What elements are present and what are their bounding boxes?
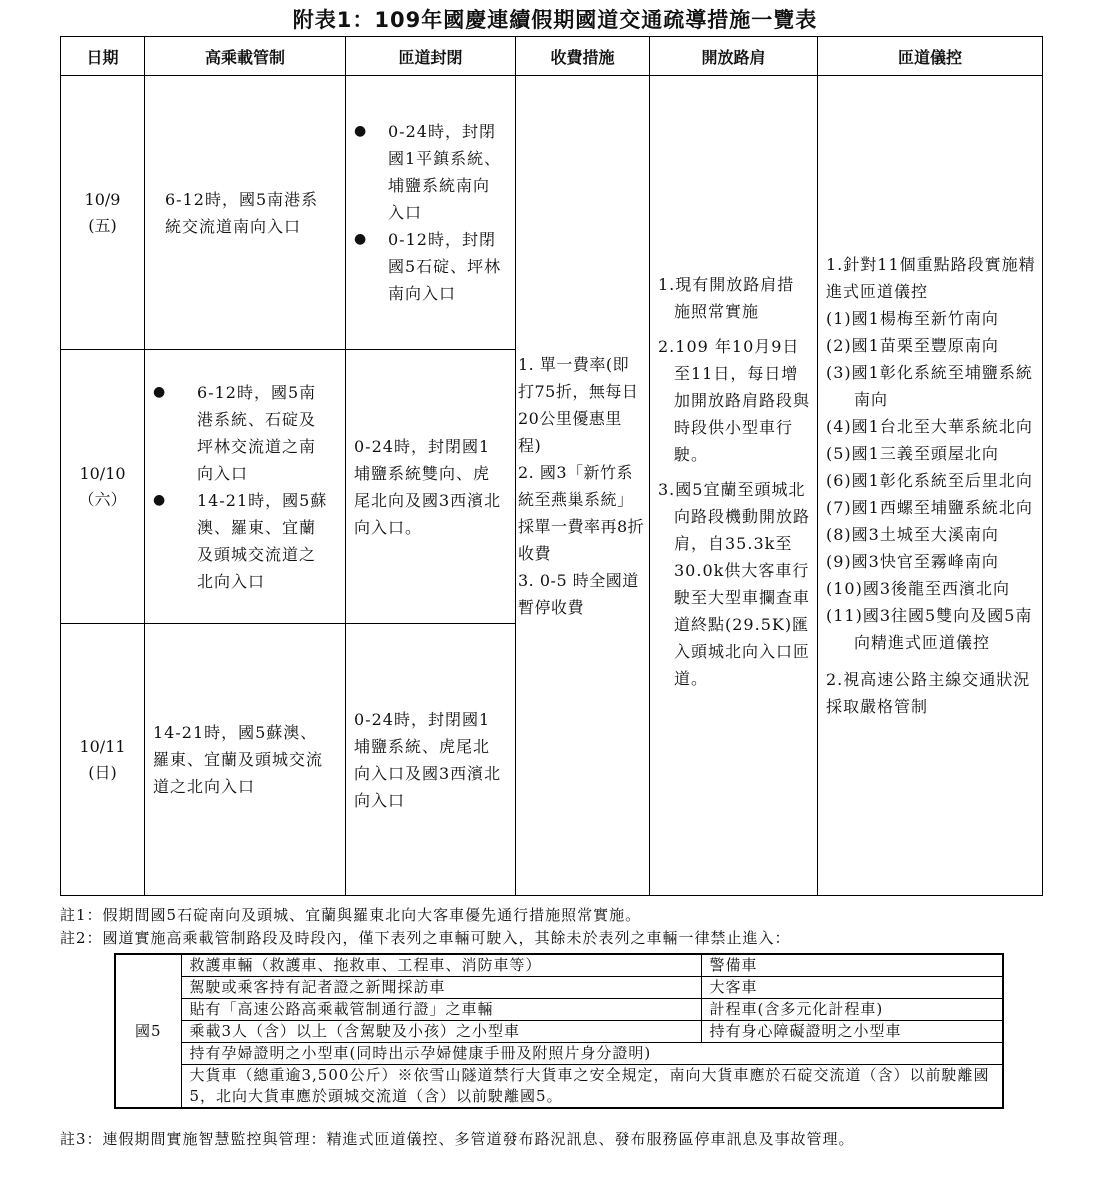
list-item: (2)國1苗栗至豐原南向 <box>826 336 999 355</box>
note-2: 註2：國道實施高乘載管制路段及時段內，僅下表列之車輛可駛入，其餘未於表列之車輛一律禁止進入： <box>60 929 791 947</box>
exempt-vehicle-table <box>114 953 1004 1109</box>
header-metering: 匝道儀控 <box>818 37 1043 76</box>
list-item: (6)國1彰化系統至后里北向 <box>826 471 1033 490</box>
list-item: (7)國1西螺至埔鹽系統北向 <box>826 498 1033 517</box>
list-item: (9)國3快官至霧峰南向 <box>826 552 999 571</box>
list-item: 2.109 年10月9日至11日，每日增加開放路肩路段與時段供小型車行駛。 <box>658 337 811 464</box>
table-row: 乘載3人（含）以上（含駕駛及小孩）之小型車 持有身心障礙證明之小型車 <box>115 1021 1003 1043</box>
table-row: 大貨車（總重逾3,500公斤）※依雪山隧道禁行大貨車之安全規定，南向大貨車應於石碇交流道（含）以前駛離國5，北向大貨車應於頭城交流道（含）以前駛離國5。 <box>115 1065 1003 1109</box>
table-row: 持有孕婦證明之小型車(同時出示孕婦健康手冊及附照片身分證明) <box>115 1043 1003 1065</box>
table-row <box>61 76 1043 350</box>
list-item: (4)國1台北至大華系統北向 <box>826 417 1033 436</box>
list-item: 3.國5宜蘭至頭城北向路段機動開放路肩，自35.3k至30.0k供大客車行駛至大型車攔查車道終點(29.5K)匯入頭城北向入口匝道。 <box>658 480 811 688</box>
date-cell: 10/9 (五) <box>61 76 145 350</box>
metering-cell: 1.針對11個重點路段實施精進式匝道儀控 (1)國1楊梅至新竹南向 (2)國1苗栗至豐原南向 (3)國1彰化系統至埔鹽系統南向 (4)國1台北至大華系統北向 (5)國1三義至頭屋北向 (6)國1彰化系統至后里北向 (7)國1西螺至埔鹽系統北向 (8)國3土城至大溪南向 (9)國3快官至霧峰南向 (10)國3後龍至西濱北向 (11)國3往國5雙向及國5南向精進式匝道儀控 2.視高速公路主線交通狀況採取嚴格管制 <box>818 76 1043 896</box>
table-row: 貼有「高速公路高乘載管制通行證」之車輛 計程車(含多元化計程車) <box>115 999 1003 1021</box>
date-cell: 10/11 (日) <box>61 624 145 896</box>
note-3: 註3：連假期間實施智慧監控與管理：精進式匝道儀控、多管道發布路況訊息、發布服務區停車訊息及事故管理。 <box>60 1130 855 1148</box>
header-toll: 收費措施 <box>516 37 650 76</box>
header-row <box>61 37 1043 76</box>
table-row: 駕駛或乘客持有記者證之新聞採訪車 大客車 <box>115 977 1003 999</box>
list-item: ● 0-12時，封閉國5石碇、坪林南向入口 <box>346 226 503 307</box>
list-item: (3)國1彰化系統至埔鹽系統南向 <box>826 363 1033 409</box>
header-hov: 高乘載管制 <box>145 37 346 76</box>
date-cell: 10/10 （六） <box>61 350 145 624</box>
header-shoulder: 開放路肩 <box>650 37 818 76</box>
list-item: (8)國3土城至大溪南向 <box>826 525 999 544</box>
hov-cell: 6-12時，國5南港系統交流道南向入口 <box>145 76 346 350</box>
list-item: (10)國3後龍至西濱北向 <box>826 579 1011 598</box>
list-item: ● 6-12時，國5南港系統、石碇及坪林交流道之南向入口 <box>145 379 331 487</box>
list-item: (11)國3往國5雙向及國5南向精進式匝道儀控 <box>826 606 1033 652</box>
hov-cell: 14-21時，國5蘇澳、羅東、宜蘭及頭城交流道之北向入口 <box>145 624 346 896</box>
list-item: (5)國1三義至頭屋北向 <box>826 444 999 463</box>
hov-cell <box>145 350 346 624</box>
toll-cell: 1. 單一費率(即打75折，無每日20公里優惠里程) 2. 國3「新竹系統至燕巢系統」採單一費率再8折收費 3. 0-5 時全國道暫停收費 <box>516 76 650 896</box>
measures-table <box>60 36 1043 896</box>
list-item: 1.現有開放路肩措施照常實施 <box>658 275 795 321</box>
header-date: 日期 <box>61 37 145 76</box>
ramp-closure-cell <box>346 76 516 350</box>
page-title: 附表1：109年國慶連續假期國道交通疏導措施一覽表 <box>292 8 818 32</box>
list-item: (1)國1楊梅至新竹南向 <box>826 309 999 328</box>
header-ramp-closure: 匝道封閉 <box>346 37 516 76</box>
ramp-closure-cell: 0-24時，封閉國1埔鹽系統、虎尾北向入口及國3西濱北向入口 <box>346 624 516 896</box>
list-item: ● 14-21時，國5蘇澳、羅東、宜蘭及頭城交流道之北向入口 <box>145 487 331 595</box>
road-cell: 國5 <box>115 954 181 1108</box>
note-1: 註1：假期間國5石碇南向及頭城、宜蘭與羅東北向大客車優先通行措施照常實施。 <box>60 906 642 924</box>
list-item: ● 0-24時，封閉國1平鎮系統、埔鹽系統南向入口 <box>346 118 503 226</box>
table-row: 國5 救護車輛（救護車、拖救車、工程車、消防車等） 警備車 <box>115 954 1003 977</box>
shoulder-cell <box>650 76 818 896</box>
ramp-closure-cell: 0-24時，封閉國1埔鹽系統雙向、虎尾北向及國3西濱北向入口。 <box>346 350 516 624</box>
